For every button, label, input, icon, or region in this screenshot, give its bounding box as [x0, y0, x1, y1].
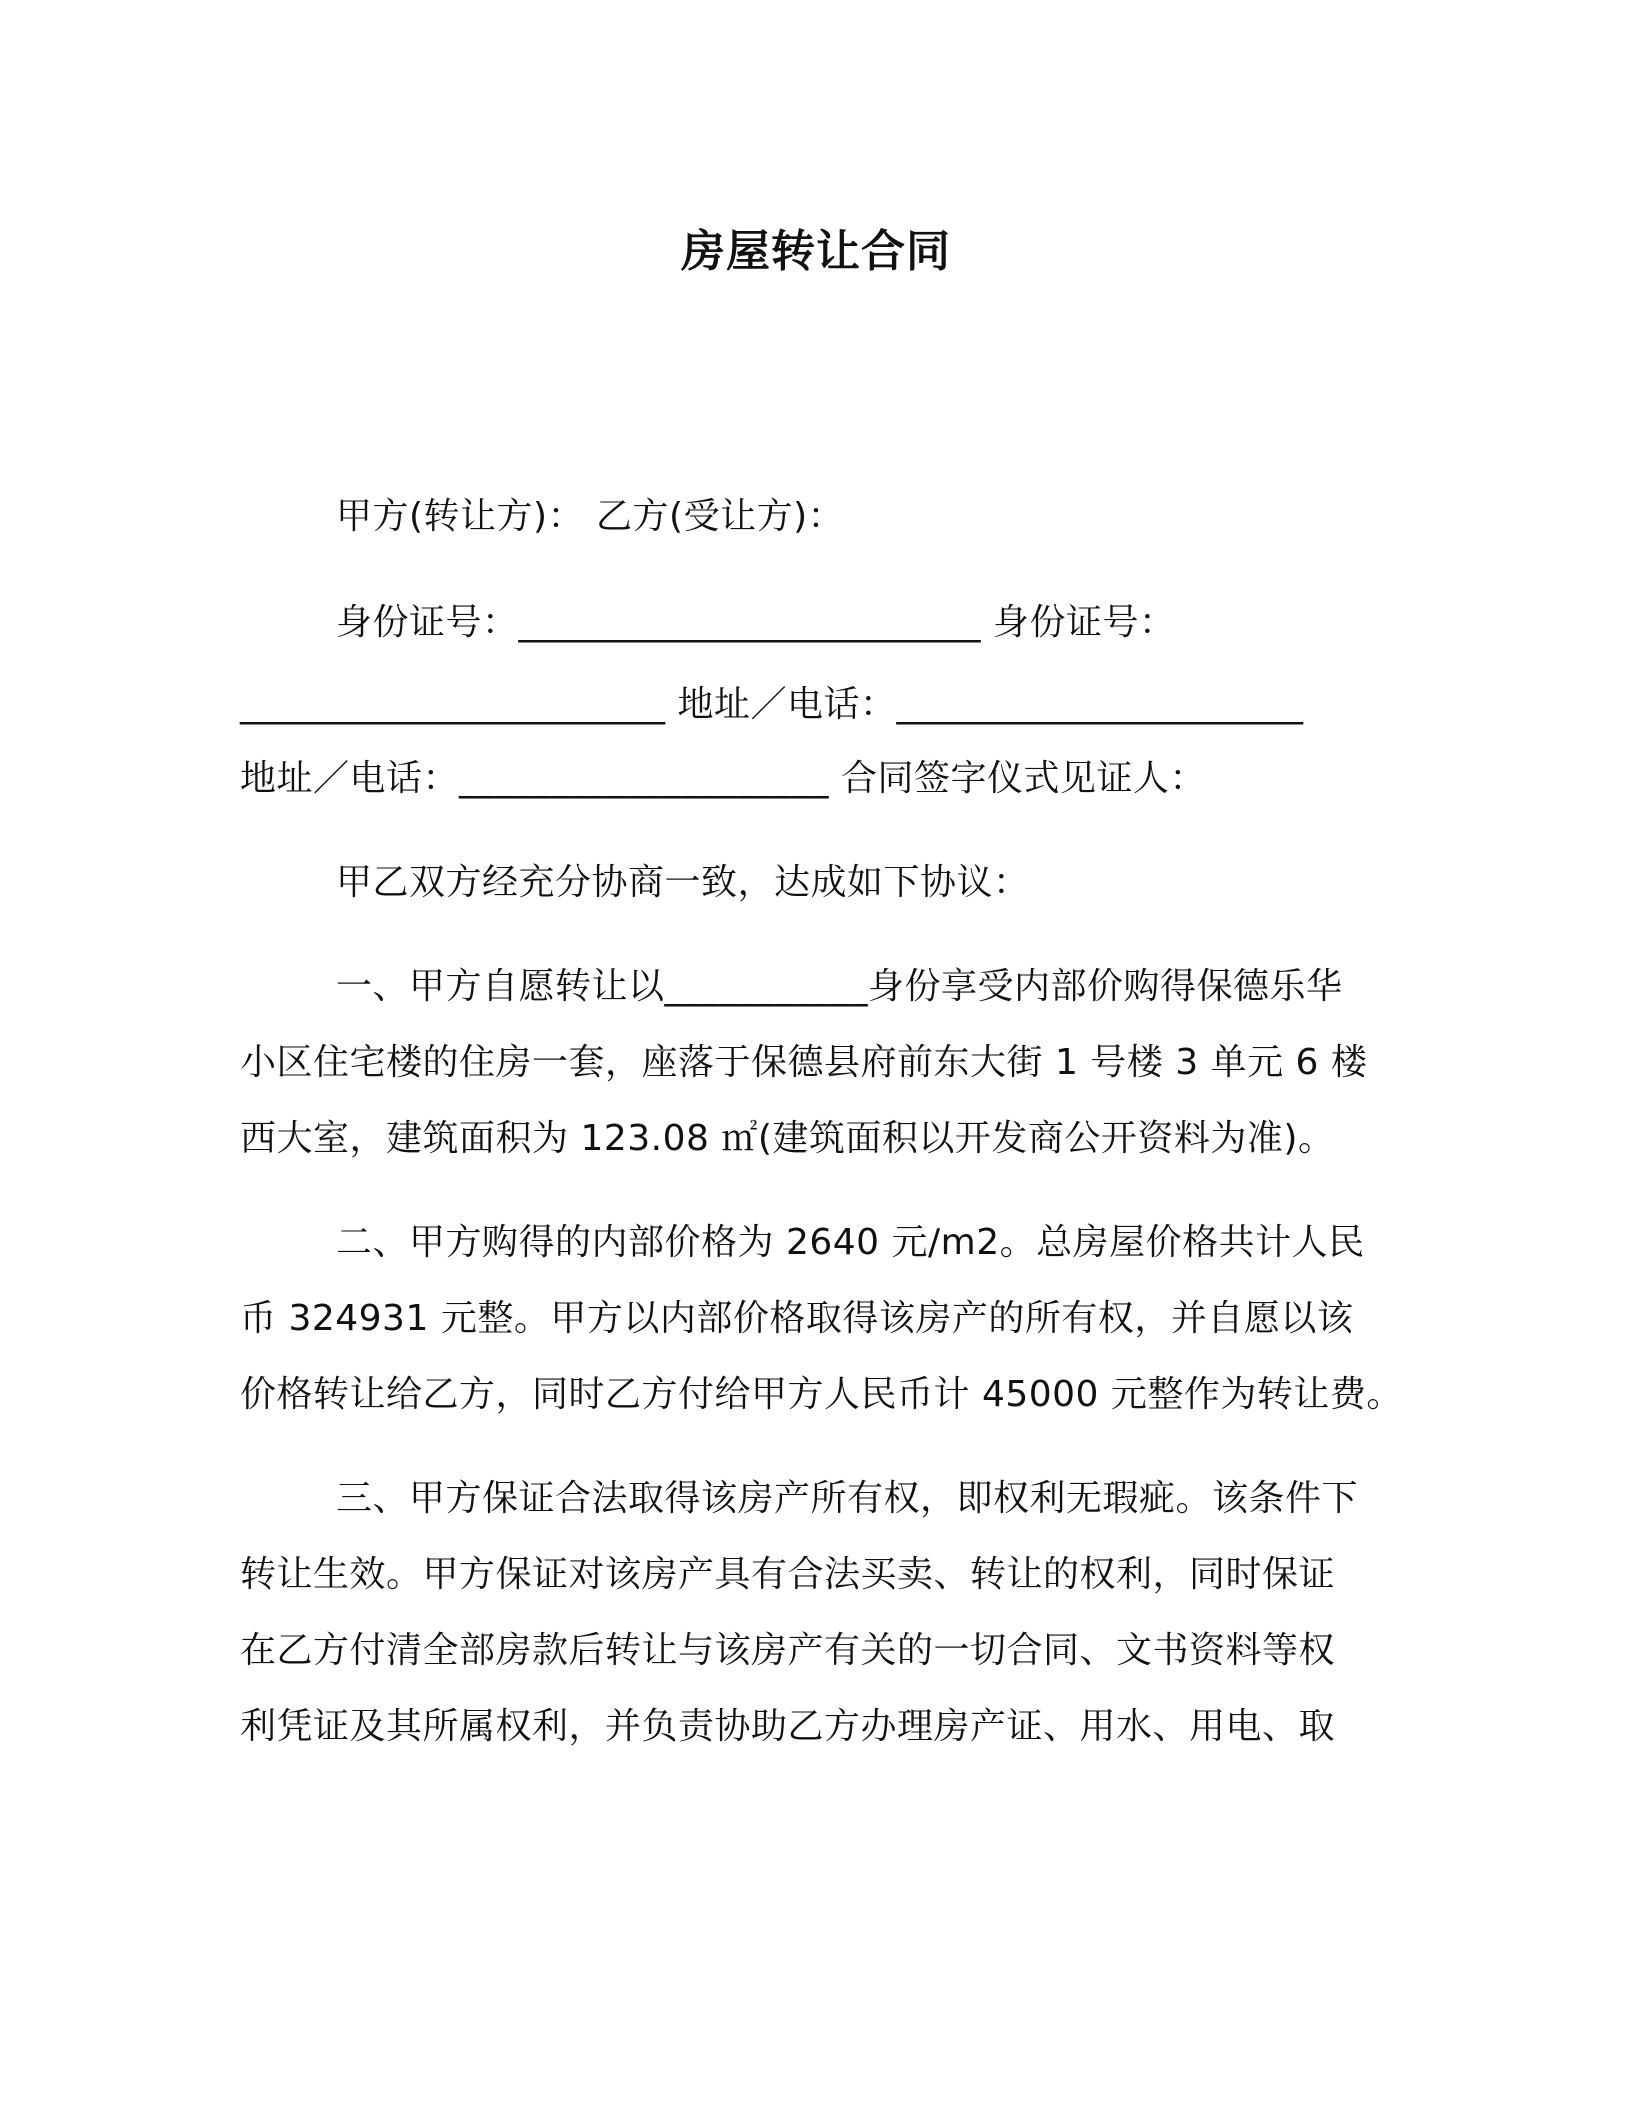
clause-2-line-1: 二、甲方购得的内部价格为 2640 元/m2。总房屋价格共计人民: [336, 1222, 1365, 1263]
clause-1-line-2: 小区住宅楼的住房一套，座落于保德县府前东大街 1 号楼 3 单元 6 楼: [240, 1042, 1368, 1083]
party-line: 甲方(转让方)： 乙方(受让方)：: [336, 496, 845, 537]
id-number-line: 身份证号：_________________________ 身份证号：: [336, 602, 1176, 643]
clause-3-line-4: 利凭证及其所属权利，并负责协助乙方办理房产证、用水、用电、取: [240, 1706, 1336, 1747]
address-phone-line: _______________________ 地址／电话：______________________: [240, 684, 1304, 725]
clause-3-line-1: 三、甲方保证合法取得该房产所有权，即权利无瑕疵。该条件下: [336, 1478, 1359, 1519]
clause-3-line-3: 在乙方付清全部房款后转让与该房产有关的一切合同、文书资料等权: [240, 1630, 1336, 1671]
clause-1-line-1: 一、甲方自愿转让以___________身份享受内部价购得保德乐华: [336, 966, 1343, 1007]
clause-3-line-2: 转让生效。甲方保证对该房产具有合法买卖、转让的权利，同时保证: [240, 1554, 1336, 1595]
clause-1-line-3: 西大室，建筑面积为 123.08 ㎡(建筑面积以开发商公开资料为准)。: [240, 1118, 1335, 1159]
witness-line: 地址／电话：____________________ 合同签字仪式见证人：: [240, 758, 1206, 799]
clause-2-line-2: 币 324931 元整。甲方以内部价格取得该房产的所有权，并自愿以该: [240, 1298, 1354, 1339]
agreement-intro: 甲乙双方经充分协商一致，达成如下协议：: [336, 862, 1030, 903]
document-title: 房屋转让合同: [681, 226, 951, 277]
clause-2-line-3: 价格转让给乙方，同时乙方付给甲方人民币计 45000 元整作为转让费。: [240, 1374, 1403, 1415]
